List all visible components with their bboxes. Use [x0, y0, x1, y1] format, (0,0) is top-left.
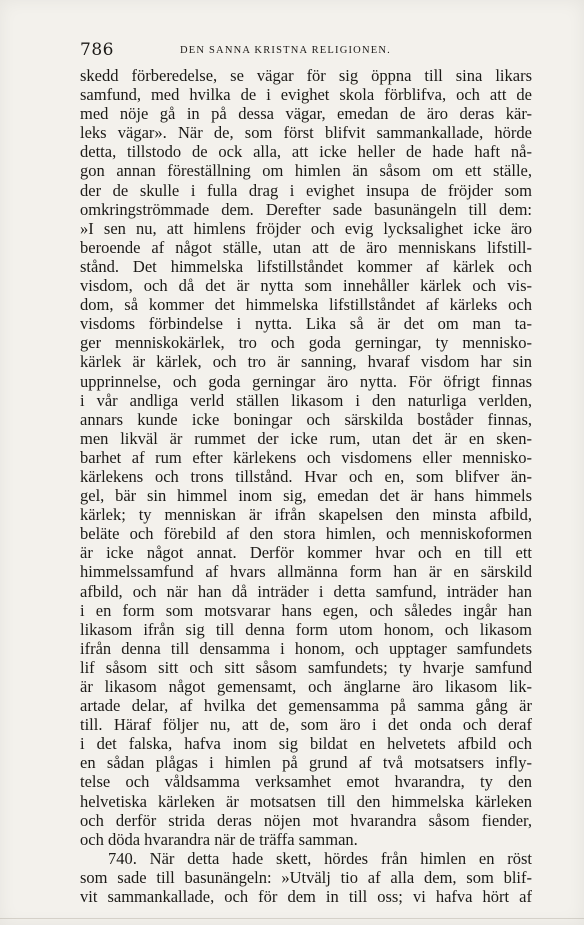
text-line: vit sammankallade, och för dem in till oss; vi hafva hört af [80, 887, 532, 907]
text-line: annars kunde icke boningar och särskilda boståder finnas, [80, 409, 532, 429]
text-line: gon annan föreställning om himlen än såsom om ett ställe, [80, 161, 532, 181]
text-line: i det falska, hafva inom sig bildat en helvetets afbild och [80, 734, 532, 754]
text-line: lif såsom sitt och sitt såsom samfundets; ty hvarje samfund [80, 657, 532, 677]
text-line: der de skulle i fulla drag i evighet insupa de fröjder som [80, 180, 532, 200]
text-line: som sade till basunängeln: »Utvälj tio af alla dem, som blif- [80, 867, 532, 887]
text-line: likasom ifrån sig till denna form utom honom, och likasom [80, 619, 532, 639]
text-line: är icke något annat. Derför kommer hvar och en till ett [80, 543, 532, 563]
paragraph-1 [80, 66, 532, 849]
text-line: beläte och förebild af den stora himlen, och menniskoformen [80, 524, 532, 544]
text-line: barhet af rum efter kärlekens och visdomens eller menniskо- [80, 447, 532, 467]
text-line: stånd. Det himmelska lifstillståndet kommer af kärlek och [80, 256, 532, 276]
text-line: detta, tillstodo de ock alla, att icke heller de hade haft nå- [80, 142, 532, 162]
text-line: och derför strida deras nöjen mot hvarandra såsom fiender, [80, 810, 532, 830]
text-line: artade delar, af hvilka det gemensamma på samma gång är [80, 696, 532, 716]
text-line: i en form som motsvarar hans egen, och således ingår han [80, 600, 532, 620]
page-header [80, 40, 532, 62]
text-line: samfund, med hvilka de i evighet skola förblifva, och att de [80, 85, 532, 105]
text-line: leks vägar». När de, som först blifvit sammankallade, hörde [80, 123, 532, 143]
text-line: himmelssamfund af hvars allmänna form han är en särskild [80, 562, 532, 582]
text-line: kärlek; ty menniskan är ifrån skapelsen den minsta afbild, [80, 505, 532, 525]
text-line: är likasom något gemensamt, och änglarne äro likasom lik- [80, 677, 532, 696]
text-line: i vår andliga verld ställen likasom i den naturliga verlden, [80, 390, 532, 410]
text-line: helvetiska kärleken är motsatsen till den himmelska kärleken [80, 791, 532, 811]
text-line: 740. När detta hade skett, hördes från himlen en röst [108, 848, 532, 868]
text-line: kärlek är kärlek, och tro är sanning, hvaraf visdom har sin [80, 352, 532, 372]
text-line: omkringströmmade dem. Derefter sade basunängeln till dem: [80, 199, 532, 219]
text-line: »I sen nu, att himlens fröjder och evig lycksalighet icke äro [80, 218, 532, 238]
text-line: beroende af något ställe, utan att de äro menniskans lifstill- [80, 237, 532, 257]
text-line: och döda hvarandra när de träffa samman. [80, 829, 358, 849]
text-line: gel, bär sin himmel inom sig, emedan det är hans himmels [80, 486, 532, 506]
text-line: upprinnelse, och goda gerningar äro nytta. För öfrigt finnas [80, 371, 532, 391]
paragraph-740 [80, 849, 532, 906]
page-bottom-edge [0, 918, 584, 919]
text-line: till. Häraf följer nu, att de, som äro i det onda och deraf [80, 715, 532, 735]
text-line: visdom, och då det är nytta som innehåller kärlek och vis- [80, 276, 532, 296]
running-title: DEN SANNA KRISTNA RELIGIONEN. [180, 45, 391, 56]
text-line: ifrån denna till densamma i honom, och upptager samfundets [80, 638, 532, 658]
text-line: afbild, och när han då inträder i detta samfund, inträder han [80, 581, 532, 601]
page-number: 786 [80, 40, 114, 60]
body-text [80, 66, 532, 906]
text-line: visdoms förbindelse i nytta. Lika så är det om man ta- [80, 314, 532, 334]
text-line: skedd förberedelse, se vägar för sig öppna till sina likars [80, 66, 532, 85]
text-line: telse och våldsamma verksamhet emot hvarandra, ty den [80, 772, 532, 792]
text-line: men likväl är rummet der icke rum, utan det är en sken- [80, 428, 532, 448]
text-line: dom, så kommer det himmelska lifstillståndet af kärleks och [80, 295, 532, 315]
text-line: en sådan plågas i himlen på grund af två motsatsers infly- [80, 753, 532, 773]
text-line: kärlekens och trons tillstånd. Hvar och en, som blifver än- [80, 466, 532, 486]
text-line: ger menniskokärlek, tro och goda gerningar, ty menniskо- [80, 333, 532, 353]
text-line: med nöje gå in på dessa vägar, emedan de äro deras kär- [80, 104, 532, 124]
